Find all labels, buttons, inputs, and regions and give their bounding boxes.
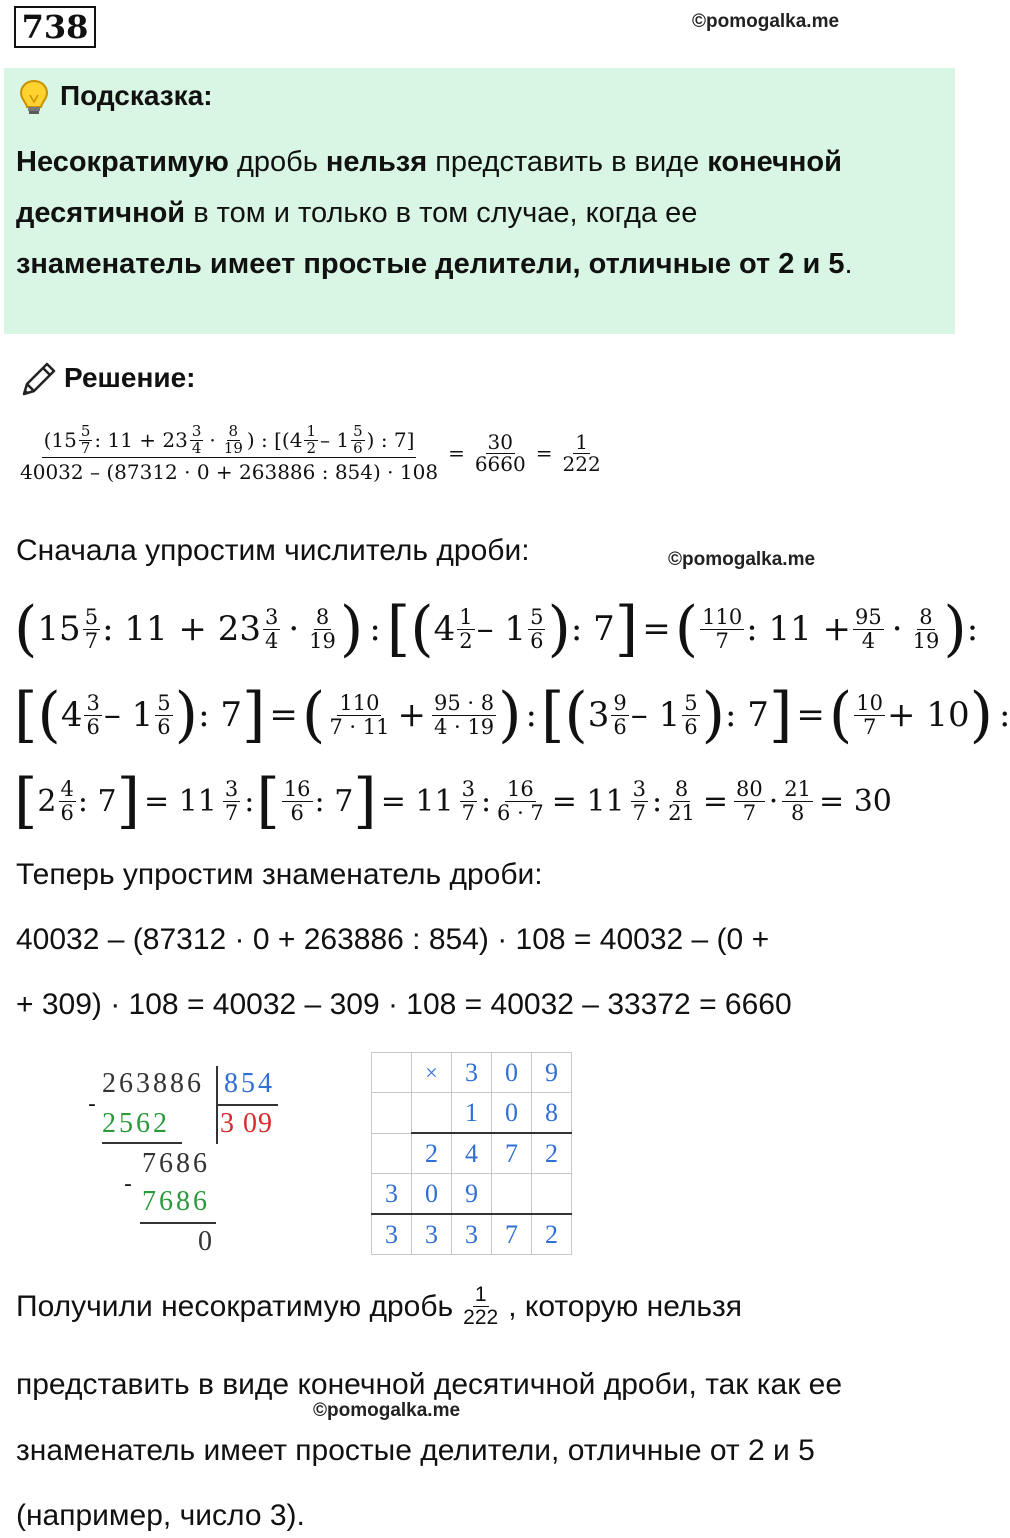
math-text: : — [999, 695, 1010, 735]
numerator: 95 — [855, 605, 882, 630]
numerator-line-3: [ 2 $\frac{4}{6}$ : 7 ] = 11 $\frac{3}{7}$ : [ $\frac{16}{6}$ : 7 ] = 11 $\frac{3}{7}$ : $\frac{16}{6 \cdot 7}$ = 11 $\frac{3}{7}$ : $\frac{8}{21}$ = $\frac{80}{7}$ · $\frac{21}{8}$ = 30 — [14, 766, 892, 836]
denominator-line-1: 40032 – (87312 · 0 + 263886 : 854) · 108 = 40032 – (0 + — [16, 923, 770, 956]
denominator: 6 — [684, 714, 698, 739]
denominator: 2 — [459, 628, 473, 653]
math-text: · — [288, 609, 300, 649]
math-text: = — [642, 609, 671, 649]
fraction — [666, 778, 697, 823]
grid-cell: 1 — [452, 1093, 492, 1134]
math-text: 3 — [587, 695, 610, 735]
numerator: 8 — [315, 605, 330, 630]
numerator: 8 — [228, 422, 239, 440]
fraction — [304, 424, 318, 457]
main-fraction — [18, 424, 440, 483]
math-text: : 7 — [570, 609, 615, 649]
math-text: – 1 — [476, 609, 527, 649]
hint-text: знаменатель имеет простые делители, отличные от 2 и 5 — [16, 248, 845, 280]
division-bar — [102, 1142, 182, 1144]
grid-cell: 2 — [412, 1133, 452, 1174]
denominator: 222 — [463, 1306, 499, 1330]
fraction — [528, 606, 545, 651]
math-text: · — [768, 783, 779, 819]
math-text: : 7 — [77, 783, 117, 819]
grid-cell — [412, 1093, 452, 1134]
division-bar — [216, 1104, 278, 1106]
hint-title: Подсказка: — [60, 80, 213, 111]
denominator: 7 — [632, 800, 647, 825]
grid-cell: 8 — [532, 1093, 572, 1134]
numerator-line-1: ( 15 $\frac{5}{7}$ : 11 + 23 $\frac{3}{4}$ · $\frac{8}{19}$ ) : [( 4 $\frac{1}{2}$ – 1 $\frac{5}{6}$ ) : 7 ] = ( $\frac{110}{7}$ : 11 + $\frac{95}{4}$ · $\frac{8}{19}$ ) : — [14, 594, 979, 664]
numerator: 8 — [919, 605, 933, 630]
grid-cell: 3 — [452, 1214, 492, 1255]
denominator: 6 — [290, 800, 304, 825]
fraction — [631, 778, 648, 823]
fraction — [460, 778, 477, 823]
numerator: 16 — [507, 777, 534, 802]
denominator: 7 · 11 — [329, 714, 390, 739]
hint-text: в том и только в том случае, когда ее — [185, 197, 698, 229]
denominator: 8 — [790, 800, 805, 825]
denominator: 4 — [861, 628, 876, 653]
denominator: 4 — [191, 438, 202, 457]
numerator: 5 — [84, 605, 99, 630]
grid-cell: 7 — [492, 1214, 532, 1255]
numerator: 1 — [474, 1283, 487, 1306]
fraction — [59, 778, 76, 823]
grid-row — [372, 1174, 572, 1215]
denominator: 19 — [912, 628, 940, 653]
grid-cell: 9 — [532, 1053, 572, 1093]
grid-cell: 3 — [372, 1174, 412, 1215]
numerator: 8 — [674, 777, 689, 802]
grid-cell: 0 — [412, 1174, 452, 1215]
hint-line-1 — [16, 146, 842, 179]
numerator: 3 — [224, 777, 239, 802]
fraction — [854, 692, 885, 737]
math-text: ) : 7] — [366, 427, 415, 452]
fraction — [734, 778, 765, 823]
main-denominator: 40032 – (87312 · 0 + 263886 : 854) · 108 — [20, 459, 439, 484]
math-text: : 11 + — [746, 609, 852, 649]
conclusion-line-3: знаменатель имеет простые делители, отличные от 2 и 5 — [16, 1434, 815, 1467]
grid-cell: 7 — [492, 1133, 532, 1174]
denominator: 4 — [264, 628, 279, 653]
conclusion-line-4: (например, число 3). — [16, 1499, 305, 1532]
math-text: = 11 — [144, 783, 217, 819]
denominator: 7 — [80, 438, 91, 457]
denominator: 6 — [530, 628, 544, 653]
pencil-icon — [18, 360, 58, 404]
fraction — [84, 692, 101, 737]
main-numerator — [42, 424, 417, 458]
denominator: 7 — [461, 800, 475, 825]
numerator: 110 — [702, 605, 743, 630]
math-text: 4 — [60, 695, 83, 735]
numerator: 1 — [575, 429, 588, 454]
math-text: + — [397, 695, 426, 735]
denominator: 6 — [353, 438, 363, 457]
math-text: · — [891, 609, 903, 649]
conclusion-line-1 — [16, 1284, 742, 1329]
numerator: 4 — [60, 777, 74, 802]
lightbulb-icon — [18, 78, 50, 120]
fraction — [222, 424, 245, 457]
watermark-middle: ©pomogalka.me — [668, 549, 816, 570]
numerator: 10 — [856, 691, 884, 716]
grid-row — [372, 1133, 572, 1174]
grid-cell: 2 — [532, 1133, 572, 1174]
math-text: = — [702, 783, 729, 819]
denominator: 7 — [715, 628, 729, 653]
math-text: : 7 — [314, 783, 354, 819]
math-text: = 30 — [819, 783, 892, 819]
numerator: 5 — [684, 691, 698, 716]
division-bar — [140, 1222, 216, 1224]
fraction — [190, 424, 204, 457]
math-text: = — [796, 695, 825, 735]
conclusion-text: Получили несократимую дробь — [16, 1289, 454, 1323]
fraction — [457, 606, 474, 651]
numerator: 80 — [736, 777, 763, 802]
hint-text: дробь — [228, 146, 326, 178]
fraction — [327, 692, 391, 737]
subtrahend-2: 7686 — [142, 1186, 210, 1217]
math-text: + 10 — [887, 695, 970, 735]
fraction — [155, 692, 172, 737]
grid-cell: 3 — [412, 1214, 452, 1255]
math-text: : — [652, 783, 663, 819]
grid-cell: 3 — [452, 1053, 492, 1093]
fraction — [307, 606, 338, 651]
numerator: 5 — [353, 422, 363, 440]
remainder-2: 0 — [198, 1226, 215, 1257]
divisor: 854 — [224, 1068, 275, 1099]
grid-cell — [532, 1174, 572, 1215]
hint-text: нельзя — [325, 146, 428, 178]
grid-cell: 0 — [492, 1053, 532, 1093]
fraction — [611, 692, 628, 737]
numerator: 3 — [191, 422, 202, 440]
denominator: 19 — [309, 628, 336, 653]
result-fraction-30-6660 — [473, 429, 528, 476]
hint-text: представить в виде — [427, 146, 708, 178]
math-text: – 1 — [320, 427, 350, 452]
task-number: 738 — [14, 6, 96, 48]
remainder-1: 7686 — [142, 1148, 210, 1179]
grid-cell: 3 — [372, 1214, 412, 1255]
denominator-line-2: + 309) · 108 = 40032 – 309 · 108 = 40032 – 33372 = 6660 — [16, 988, 792, 1021]
math-text: = 11 — [551, 783, 625, 819]
grid-cell: 4 — [452, 1133, 492, 1174]
numerator: 16 — [283, 777, 311, 802]
grid-cell — [372, 1053, 412, 1093]
math-text: : — [966, 609, 979, 649]
denominator: 7 — [862, 714, 877, 739]
result-fraction-1-222 — [561, 429, 603, 476]
fraction — [282, 778, 313, 823]
numerator: 95 · 8 — [433, 691, 495, 716]
numerator: 1 — [306, 422, 317, 440]
fraction — [79, 424, 93, 457]
denominator: 6 — [613, 714, 627, 739]
math-text: ) : [(4 — [246, 427, 303, 452]
solution-title: Решение: — [64, 362, 196, 393]
fraction-1-222 — [461, 1284, 500, 1329]
denominator: 6660 — [474, 451, 526, 476]
grid-row — [372, 1214, 572, 1255]
step1-label: Сначала упростим числитель дроби: — [16, 534, 530, 567]
hint-text: десятичной — [16, 197, 186, 229]
multiplication-grid — [371, 1052, 572, 1255]
math-text: : — [480, 783, 492, 819]
main-expression — [16, 424, 605, 483]
fraction — [700, 606, 744, 651]
conclusion-text: , которую нельзя — [508, 1289, 743, 1323]
numerator: 110 — [339, 691, 380, 716]
denominator: 6 · 7 — [497, 800, 544, 825]
grid-row — [372, 1053, 572, 1093]
long-division — [86, 1062, 296, 1262]
fraction — [351, 424, 365, 457]
fraction — [83, 606, 100, 651]
math-text: 15 — [37, 609, 81, 649]
math-text: = 11 — [380, 783, 454, 819]
math-text: 4 — [433, 609, 456, 649]
numerator: 3 — [264, 605, 279, 630]
numerator: 5 — [157, 691, 171, 716]
dividend: 263886 — [102, 1068, 204, 1099]
fraction — [495, 778, 546, 823]
minus-sign: - — [88, 1092, 96, 1117]
hint-line-2 — [16, 197, 697, 230]
denominator: 7 — [742, 800, 757, 825]
math-text: = — [269, 695, 298, 735]
numerator: 30 — [487, 429, 513, 454]
fraction — [782, 778, 813, 823]
math-text: – 1 — [103, 695, 154, 735]
watermark-bottom: ©pomogalka.me — [313, 1400, 461, 1421]
denominator: 6 — [60, 800, 74, 825]
fraction — [263, 606, 280, 651]
hint-text: конечной — [707, 146, 842, 178]
fraction — [853, 606, 884, 651]
conclusion-line-2: представить в виде конечной десятичной дроби, так как ее — [16, 1368, 843, 1401]
math-text: : — [244, 783, 255, 819]
math-text: : 11 + 23 — [102, 609, 261, 649]
numerator: 5 — [80, 422, 91, 440]
math-text: : 7 — [725, 695, 769, 735]
numerator: 3 — [461, 777, 475, 802]
fraction — [223, 778, 240, 823]
grid-cell — [492, 1174, 532, 1215]
math-text: : 11 + 23 — [94, 427, 188, 452]
equals-sign: = — [535, 441, 553, 466]
denominator: 19 — [223, 438, 243, 457]
denominator: 21 — [668, 800, 695, 825]
quotient: 3 09 — [220, 1108, 273, 1139]
grid-cell: 9 — [452, 1174, 492, 1215]
grid-cell — [372, 1133, 412, 1174]
denominator: 6 — [157, 714, 171, 739]
subtrahend-1: 2562 — [102, 1108, 170, 1139]
denominator: 7 — [224, 800, 239, 825]
minus-sign: - — [124, 1172, 132, 1197]
math-text: : 7 — [198, 695, 242, 735]
denominator: 7 — [84, 628, 99, 653]
numerator-line-2: [( 4 $\frac{3}{6}$ – 1 $\frac{5}{6}$ ) : 7 ] = ( $\frac{110}{7 \cdot 11}$ + $\frac{95 \cdot 8}{4 \cdot 19}$ ) : [( 3 $\frac{9}{6}$ – 1 $\frac{5}{6}$ ) : 7 ] = ( $\frac{10}{7}$ + 10 ) : — [14, 680, 1010, 750]
fraction — [682, 692, 699, 737]
denominator: 2 — [306, 438, 317, 457]
math-text: – 1 — [630, 695, 681, 735]
grid-cell: 0 — [492, 1093, 532, 1134]
watermark-top: ©pomogalka.me — [692, 11, 840, 32]
math-text: (15 — [43, 427, 77, 452]
math-text: : — [525, 695, 537, 735]
denominator: 4 · 19 — [433, 714, 495, 739]
denominator: 6 — [86, 714, 100, 739]
math-text: : — [369, 609, 381, 649]
fraction — [911, 606, 942, 651]
equals-sign: = — [448, 441, 465, 466]
grid-row — [372, 1093, 572, 1134]
step2-label: Теперь упростим знаменатель дроби: — [16, 858, 543, 891]
grid-cell: × — [412, 1053, 452, 1093]
math-text: · — [209, 427, 216, 452]
hint-text: . — [844, 248, 853, 280]
denominator: 222 — [562, 451, 601, 476]
grid-cell: 2 — [532, 1214, 572, 1255]
grid-cell — [372, 1093, 412, 1134]
math-text: 2 — [37, 783, 57, 819]
numerator: 3 — [86, 691, 100, 716]
numerator: 5 — [530, 605, 544, 630]
numerator: 21 — [784, 777, 812, 802]
fraction — [432, 692, 496, 737]
numerator: 9 — [613, 691, 627, 716]
hint-text: Несократимую — [16, 146, 229, 178]
numerator: 1 — [459, 605, 473, 630]
hint-line-3 — [16, 248, 853, 281]
numerator: 3 — [632, 777, 647, 802]
